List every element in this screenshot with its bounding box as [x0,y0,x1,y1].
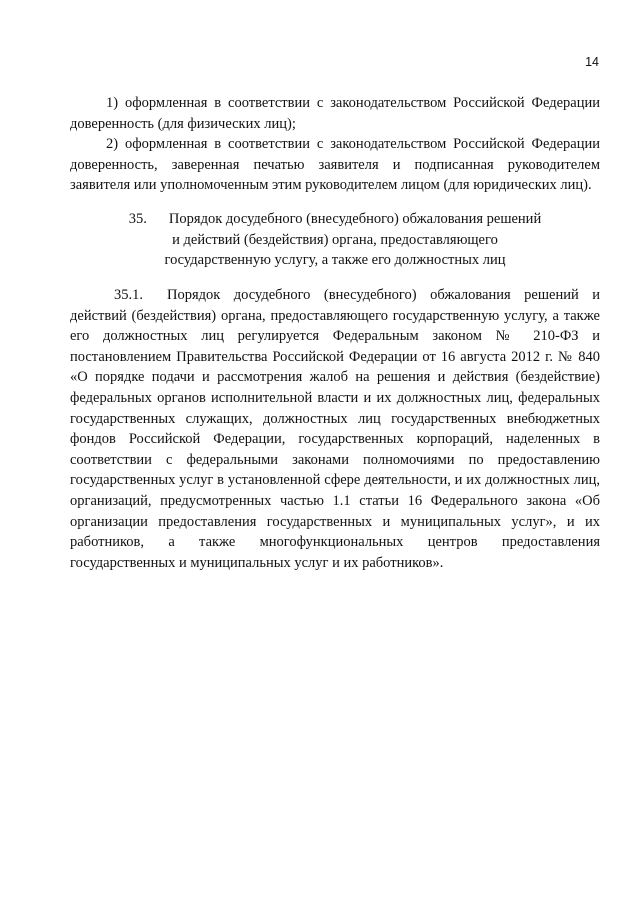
paragraph-number: 35.1. [114,287,143,303]
section-paragraph [70,285,600,573]
list-item: 1) оформленная в соответствии с законодательством Российской Федерации доверенность (для физических лиц); [70,95,600,132]
section-heading [70,209,600,271]
paragraph-text [70,285,600,573]
section-title-line-2: и действий (бездействия) органа, предоставляющего [172,231,498,248]
section-title-line [70,209,600,230]
paragraph-body: Порядок досудебного (внесудебного) обжалования решений и действий (бездействия) органа, предоставляющего государственную услугу, а также его должностных лиц регулируется Федеральным законом № 210-ФЗ и постановлением Правительства Российской Федерации от 16 августа 2012 г. № 840 «О порядке подачи и рассмотрения жалоб на решения и действия (бездействие) федеральных органов исполнительной власти и их должностных лиц, федеральных государственных служащих, должностных лиц государственных внебюджетных фондов Российской Федерации, государственных корпораций, наделенных в соответствии с федеральными законами полномочиями по предоставлению государственных услуг в установленной сфере деятельности, и их должностных лиц, организаций, предусмотренных частью 1.1 статьи 16 Федерального закона «Об организации предоставления государственных и муниципальных услуг», и их работников, а также многофункциональных центров предоставления государственных и муниципальных услуг и их работников». [70,287,600,571]
section-number: 35. [128,211,147,227]
page-number: 14 [585,55,599,69]
section-title-line-1: Порядок досудебного (внесудебного) обжалования решений [168,211,542,227]
list-item: 2) оформленная в соответствии с законодательством Российской Федерации доверенность, заверенная печатью заявителя и подписанная руководителем заявителя или уполномоченным этим руководителем лицом (для юридических лиц). [70,136,600,194]
section-title-line-3: государственную услугу, а также его должностных лиц [164,252,506,269]
document-list [70,93,600,196]
